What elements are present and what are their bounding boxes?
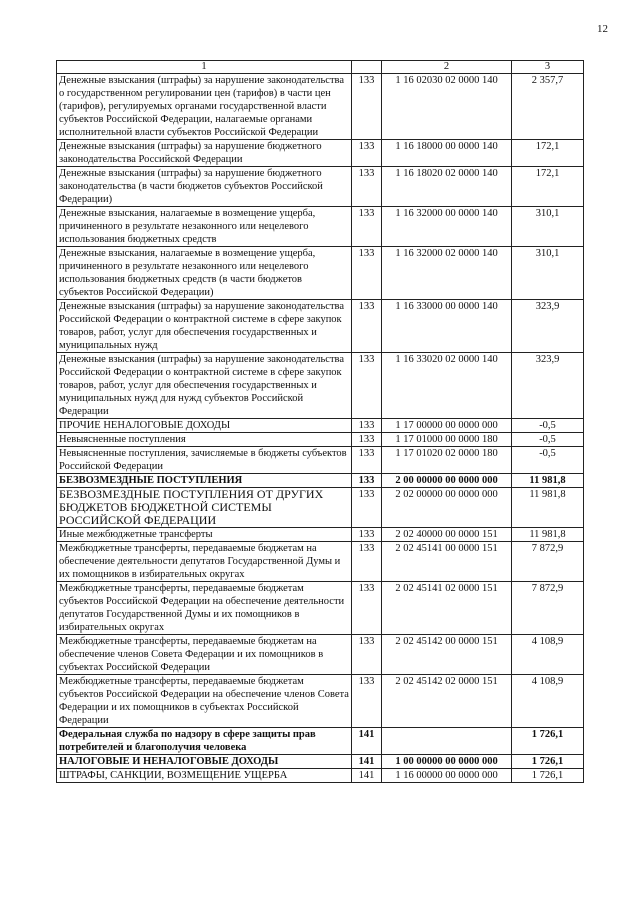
- row-name-cell: Межбюджетные трансферты, передаваемые бюджетам субъектов Российской Федерации на обеспечение членов Совета Федерации и их помощников в субъектах Российской Федерации: [57, 675, 352, 728]
- row-name-cell: Денежные взыскания (штрафы) за нарушение бюджетного законодательства (в части бюджетов субъектов Российской Федерации): [57, 167, 352, 207]
- row-budget-code-cell: 2 02 45141 00 0000 151: [382, 542, 512, 582]
- row-budget-code-cell: 1 16 32000 00 0000 140: [382, 207, 512, 247]
- table-row: [57, 728, 584, 755]
- row-name-cell: БЕЗВОЗМЕЗДНЫЕ ПОСТУПЛЕНИЯ: [57, 474, 352, 488]
- page-number: 12: [597, 23, 608, 35]
- table-row: [57, 247, 584, 300]
- row-admin-code-cell: 133: [352, 433, 382, 447]
- row-amount-cell: 1 726,1: [512, 728, 584, 755]
- row-admin-code-cell: 133: [352, 419, 382, 433]
- table-row: [57, 542, 584, 582]
- row-name-cell: Федеральная служба по надзору в сфере защиты прав потребителей и благополучия человека: [57, 728, 352, 755]
- row-name-cell: Денежные взыскания (штрафы) за нарушение законодательства Российской Федерации о контрактной системе в сфере закупок товаров, работ, услуг для обеспечения государственных и муниципальных нужд для нужд субъектов Российской Федерации: [57, 353, 352, 419]
- row-amount-cell: 323,9: [512, 300, 584, 353]
- row-amount-cell: 11 981,8: [512, 474, 584, 488]
- row-admin-code-cell: 133: [352, 635, 382, 675]
- budget-table: [56, 60, 584, 783]
- row-admin-code-cell: 133: [352, 207, 382, 247]
- row-budget-code-cell: 1 17 00000 00 0000 000: [382, 419, 512, 433]
- row-amount-cell: 7 872,9: [512, 542, 584, 582]
- header-col-admin: [352, 61, 382, 74]
- row-admin-code-cell: 133: [352, 474, 382, 488]
- table-row: [57, 474, 584, 488]
- table-row: [57, 675, 584, 728]
- row-budget-code-cell: 1 16 32000 02 0000 140: [382, 247, 512, 300]
- row-budget-code-cell: 1 00 00000 00 0000 000: [382, 755, 512, 769]
- row-admin-code-cell: 133: [352, 542, 382, 582]
- row-name-cell: Межбюджетные трансферты, передаваемые бюджетам на обеспечение членов Совета Федерации и их помощников в субъектах Российской Федерации: [57, 635, 352, 675]
- row-name-cell: Межбюджетные трансферты, передаваемые бюджетам субъектов Российской Федерации на обеспечение деятельности депутатов Государственной Думы и их помощников в избирательных округах: [57, 582, 352, 635]
- row-budget-code-cell: 1 16 02030 02 0000 140: [382, 74, 512, 140]
- row-name-cell: Иные межбюджетные трансферты: [57, 528, 352, 542]
- row-name-cell: Денежные взыскания (штрафы) за нарушение законодательства Российской Федерации о контрактной системе в сфере закупок товаров, работ, услуг для обеспечения государственных и муниципальных нужд: [57, 300, 352, 353]
- table-row: [57, 353, 584, 419]
- table-header-row: [57, 61, 584, 74]
- row-admin-code-cell: 133: [352, 300, 382, 353]
- header-col-3: 3: [512, 61, 584, 74]
- row-amount-cell: 7 872,9: [512, 582, 584, 635]
- row-name-cell: Денежные взыскания, налагаемые в возмещение ущерба, причиненного в результате незаконного или нецелевого использования бюджетных средств (в части бюджетов субъектов Российской Федерации): [57, 247, 352, 300]
- table-row: [57, 582, 584, 635]
- row-budget-code-cell: 2 02 45141 02 0000 151: [382, 582, 512, 635]
- row-budget-code-cell: 1 16 18000 00 0000 140: [382, 140, 512, 167]
- header-col-2: 2: [382, 61, 512, 74]
- table-row: [57, 167, 584, 207]
- table-row: [57, 207, 584, 247]
- row-budget-code-cell: 2 02 45142 00 0000 151: [382, 635, 512, 675]
- row-admin-code-cell: 133: [352, 528, 382, 542]
- row-amount-cell: 4 108,9: [512, 635, 584, 675]
- table-row: [57, 140, 584, 167]
- row-budget-code-cell: 1 17 01000 00 0000 180: [382, 433, 512, 447]
- row-admin-code-cell: 141: [352, 769, 382, 783]
- row-name-cell: Денежные взыскания, налагаемые в возмещение ущерба, причиненного в результате незаконного или нецелевого использования бюджетных средств: [57, 207, 352, 247]
- row-budget-code-cell: 2 02 00000 00 0000 000: [382, 488, 512, 528]
- row-admin-code-cell: 133: [352, 247, 382, 300]
- row-name-cell: ПРОЧИЕ НЕНАЛОГОВЫЕ ДОХОДЫ: [57, 419, 352, 433]
- row-name-cell: НАЛОГОВЫЕ И НЕНАЛОГОВЫЕ ДОХОДЫ: [57, 755, 352, 769]
- row-amount-cell: -0,5: [512, 447, 584, 474]
- row-amount-cell: 11 981,8: [512, 488, 584, 528]
- header-col-1: 1: [57, 61, 352, 74]
- row-budget-code-cell: 2 00 00000 00 0000 000: [382, 474, 512, 488]
- row-budget-code-cell: 2 02 40000 00 0000 151: [382, 528, 512, 542]
- row-amount-cell: 4 108,9: [512, 675, 584, 728]
- row-name-cell: ШТРАФЫ, САНКЦИИ, ВОЗМЕЩЕНИЕ УЩЕРБА: [57, 769, 352, 783]
- row-name-cell: Денежные взыскания (штрафы) за нарушение бюджетного законодательства Российской Федерации: [57, 140, 352, 167]
- row-amount-cell: -0,5: [512, 433, 584, 447]
- row-admin-code-cell: 133: [352, 488, 382, 528]
- row-amount-cell: 310,1: [512, 247, 584, 300]
- row-amount-cell: 11 981,8: [512, 528, 584, 542]
- row-admin-code-cell: 133: [352, 74, 382, 140]
- row-admin-code-cell: 133: [352, 167, 382, 207]
- table-row: [57, 528, 584, 542]
- row-name-cell: БЕЗВОЗМЕЗДНЫЕ ПОСТУПЛЕНИЯ ОТ ДРУГИХ БЮДЖЕТОВ БЮДЖЕТНОЙ СИСТЕМЫ РОССИЙСКОЙ ФЕДЕРАЦИИ: [57, 488, 352, 528]
- table-row: [57, 635, 584, 675]
- row-name-cell: Невыясненные поступления, зачисляемые в бюджеты субъектов Российской Федерации: [57, 447, 352, 474]
- row-amount-cell: 172,1: [512, 140, 584, 167]
- table-row: [57, 755, 584, 769]
- row-amount-cell: 323,9: [512, 353, 584, 419]
- table-row: [57, 74, 584, 140]
- row-admin-code-cell: 141: [352, 728, 382, 755]
- row-name-cell: Межбюджетные трансферты, передаваемые бюджетам на обеспечение деятельности депутатов Государственной Думы и их помощников в избирательных округах: [57, 542, 352, 582]
- row-amount-cell: 1 726,1: [512, 769, 584, 783]
- row-name-cell: Невыясненные поступления: [57, 433, 352, 447]
- table-row: [57, 419, 584, 433]
- table-body: [57, 74, 584, 783]
- row-budget-code-cell: 1 16 33020 02 0000 140: [382, 353, 512, 419]
- table-row: [57, 433, 584, 447]
- table-row: [57, 300, 584, 353]
- row-budget-code-cell: [382, 728, 512, 755]
- row-budget-code-cell: 1 17 01020 02 0000 180: [382, 447, 512, 474]
- table-row: [57, 769, 584, 783]
- row-admin-code-cell: 133: [352, 353, 382, 419]
- table-row: [57, 447, 584, 474]
- row-admin-code-cell: 133: [352, 582, 382, 635]
- row-admin-code-cell: 141: [352, 755, 382, 769]
- row-amount-cell: 310,1: [512, 207, 584, 247]
- row-name-cell: Денежные взыскания (штрафы) за нарушение законодательства о государственном регулировании цен (тарифов) в части цен (тарифов), регулируемых органами государственной власти субъектов Российской Федерации, налагаемые органами исполнительной власти субъектов Российской Федерации: [57, 74, 352, 140]
- table-row: [57, 488, 584, 528]
- row-amount-cell: 172,1: [512, 167, 584, 207]
- row-admin-code-cell: 133: [352, 675, 382, 728]
- row-budget-code-cell: 1 16 18020 02 0000 140: [382, 167, 512, 207]
- row-amount-cell: 2 357,7: [512, 74, 584, 140]
- row-amount-cell: 1 726,1: [512, 755, 584, 769]
- row-budget-code-cell: 2 02 45142 02 0000 151: [382, 675, 512, 728]
- row-admin-code-cell: 133: [352, 140, 382, 167]
- row-budget-code-cell: 1 16 33000 00 0000 140: [382, 300, 512, 353]
- row-admin-code-cell: 133: [352, 447, 382, 474]
- row-budget-code-cell: 1 16 00000 00 0000 000: [382, 769, 512, 783]
- row-amount-cell: -0,5: [512, 419, 584, 433]
